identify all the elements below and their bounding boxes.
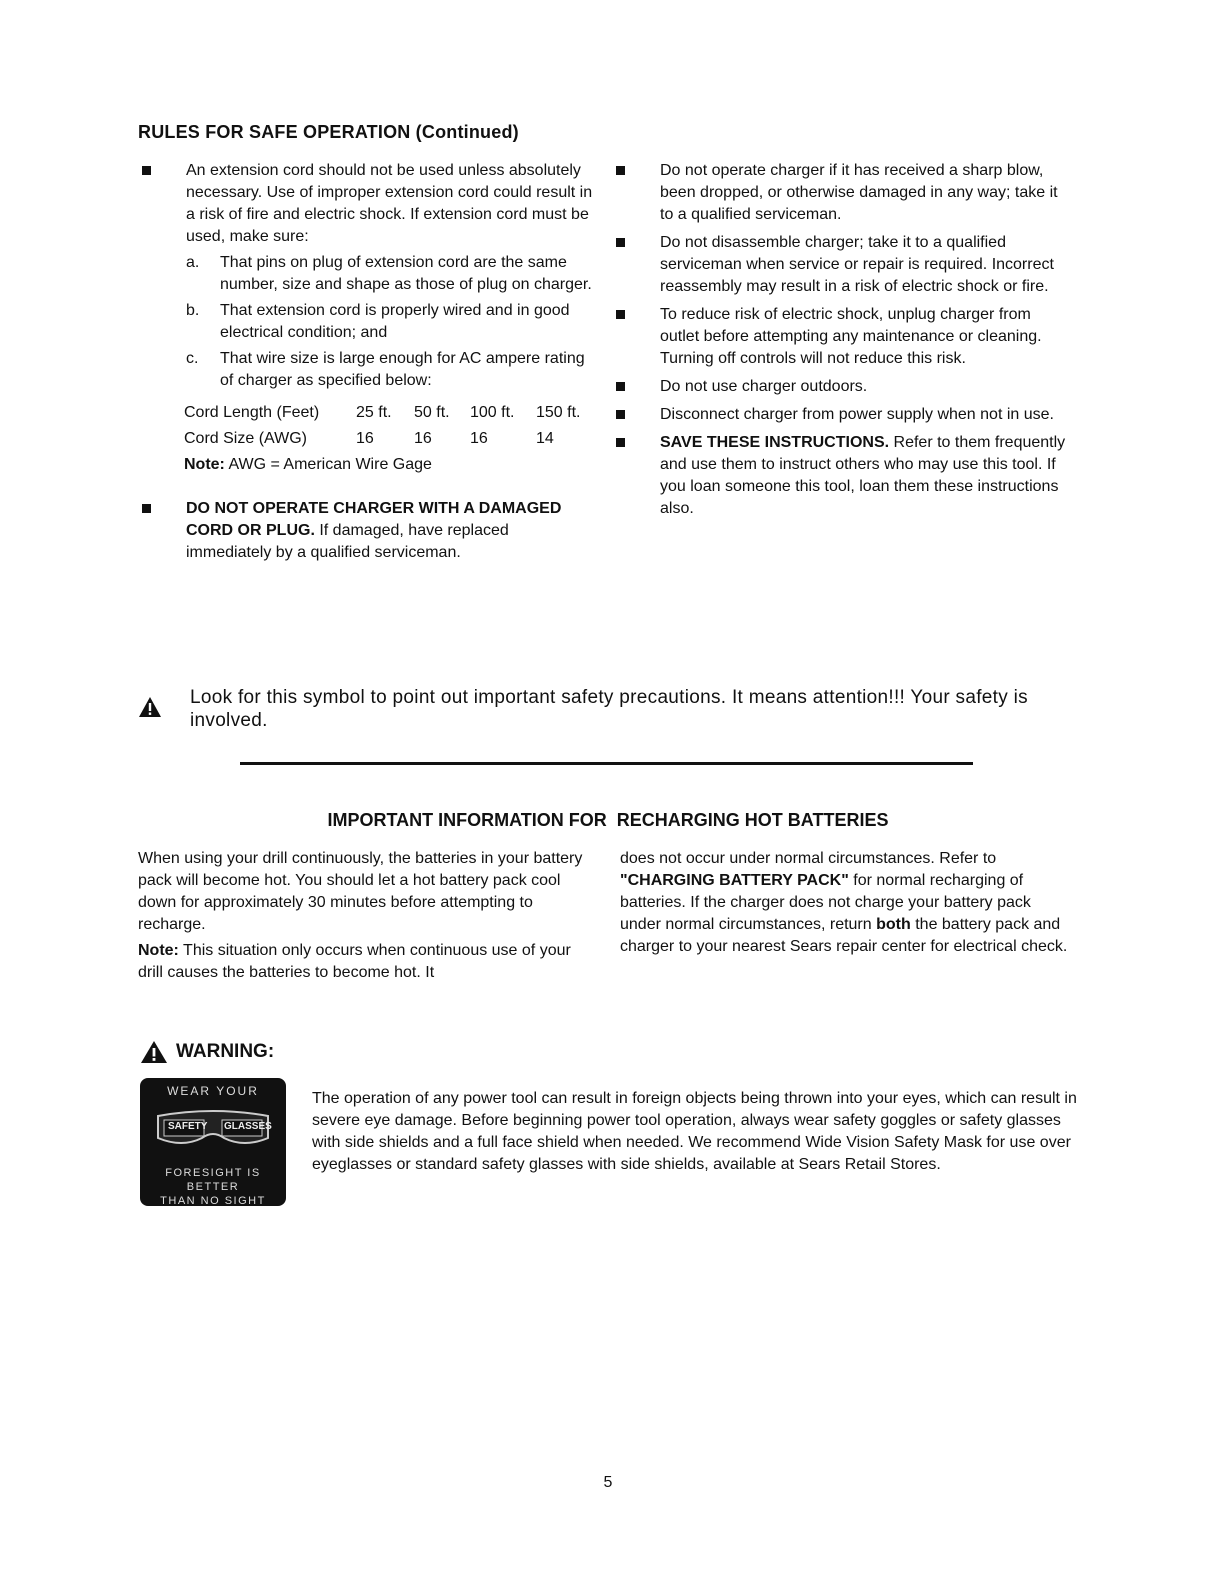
bullet-text: An extension cord should not be used unless absolutely necessary. Use of improper extension cord could result in a risk of fire and electric shock. If extension cord must be used, make sure: (186, 162, 593, 245)
both-emphasis: both (876, 916, 911, 933)
goggles-slogan-line1: FORESIGHT IS BETTER (165, 1167, 261, 1193)
sub-item-b (186, 300, 598, 344)
note-text: This situation only occurs when continuous use of your drill causes the batteries to become hot. It (138, 942, 571, 981)
goggles-safety-text: SAFETY (168, 1121, 208, 1132)
left-column (138, 160, 598, 570)
list-item (138, 498, 598, 564)
goggles-glasses-text: GLASSES (224, 1121, 272, 1132)
warning-body: The operation of any power tool can result in foreign objects being thrown into your eyes, which can result in severe eye damage. Before beginning power tool operation, always wear safety goggles or safety glasses with side shields and a full face shield when needed. We recommend Wide Vision Safety Mask for use over eyeglasses or standard safety glasses with side shields, available at Sears Retail Stores. (312, 1090, 1077, 1173)
awg-note (184, 454, 598, 476)
bullet-icon (142, 504, 151, 513)
sub-item-label: c. (186, 350, 199, 367)
attention-text: Look for this symbol to point out important safety precautions. It means attention!!! Your safety is involved. (190, 687, 1028, 731)
section-heading: RULES FOR SAFE OPERATION (Continued) (138, 122, 519, 142)
sub-item-text: That pins on plug of extension cord are the same number, size and shape as those of plug on charger. (220, 254, 592, 293)
note-label: Note: (138, 942, 179, 959)
table-cell: 16 (470, 430, 488, 447)
attention-notice (138, 686, 1078, 732)
paragraph: When using your drill continuously, the batteries in your battery pack will become hot. You should let a hot battery pack cool down for approximately 30 minutes before attempting to recharge. (138, 850, 583, 933)
table-cell: 14 (536, 430, 554, 447)
warning-title (140, 1040, 274, 1064)
list-item (612, 160, 1072, 226)
table-cell: 25 ft. (356, 404, 392, 421)
list-item (612, 404, 1072, 426)
right-column (612, 160, 1072, 526)
goggles-slogan-line2: THAN NO SIGHT (160, 1195, 266, 1206)
text-part: does not occur under normal circumstances. Refer to (620, 850, 997, 867)
bullet-icon (616, 382, 625, 391)
table-cell: 16 (356, 430, 374, 447)
sub-item-a (186, 252, 598, 296)
table-cell: Cord Size (AWG) (184, 430, 307, 447)
bullet-text: Disconnect charger from power supply when not in use. (660, 406, 1054, 423)
goggles-top-text: WEAR YOUR (167, 1084, 259, 1098)
bullet-icon (142, 166, 151, 175)
bullet-text: To reduce risk of electric shock, unplug charger from outlet before attempting any maintenance or cleaning. Turning off controls will not reduce this risk. (660, 306, 1042, 367)
divider (240, 762, 973, 765)
sub-item-label: a. (186, 254, 200, 271)
list-item (612, 376, 1072, 398)
note-label: Note: (184, 456, 225, 473)
bullet-icon (616, 238, 625, 247)
text-part: for normal recharging of batteries. If the charger does not charge your battery pack under normal circumstances, return (620, 872, 1031, 933)
warning-triangle-icon (138, 696, 162, 718)
charging-battery-pack-ref: "CHARGING BATTERY PACK" (620, 872, 849, 889)
goggles-icon (154, 1108, 272, 1150)
bullet-icon (616, 310, 625, 319)
warning-label: WARNING: (176, 1041, 275, 1062)
sub-item-c (186, 348, 598, 392)
recharging-right-text (620, 848, 1070, 962)
bullet-text: Do not disassemble charger; take it to a qualified serviceman when service or repair is required. Incorrect reassembly may result in a risk of electric shock or fire. (660, 234, 1054, 295)
cord-size-row (184, 428, 598, 450)
cord-table (184, 402, 598, 476)
sub-item-label: b. (186, 302, 200, 319)
recharging-heading: IMPORTANT INFORMATION FOR RECHARGING HOT BATTERIES (327, 810, 889, 830)
table-cell: Cord Length (Feet) (184, 404, 320, 421)
bullet-text: If damaged, have replaced immediately by a qualified serviceman. (186, 522, 509, 561)
goggles-bottom-text (140, 1166, 286, 1206)
table-cell: 100 ft. (470, 404, 515, 421)
list-item (612, 304, 1072, 370)
bullet-bold-text: SAVE THESE INSTRUCTIONS. (660, 434, 890, 451)
bullet-icon (616, 166, 625, 175)
recharging-left-text (138, 848, 588, 988)
note-text: AWG = American Wire Gage (228, 456, 432, 473)
list-item (138, 160, 598, 392)
page-number: 5 (603, 1474, 613, 1491)
paragraph (620, 848, 1070, 958)
warning-triangle-icon (140, 1040, 168, 1064)
safety-goggles-logo (140, 1078, 286, 1206)
bullet-icon (616, 438, 625, 447)
bullet-bold-text: DO NOT OPERATE CHARGER WITH A DAMAGED CORD OR PLUG. (186, 500, 562, 539)
sub-item-text: That extension cord is properly wired and in good electrical condition; and (220, 302, 570, 341)
sub-item-text: That wire size is large enough for AC ampere rating of charger as specified below: (220, 350, 585, 389)
bullet-text: Do not use charger outdoors. (660, 378, 868, 395)
cord-length-row (184, 402, 598, 424)
text-part: the battery pack and charger to your nearest Sears repair center for electrical check. (620, 916, 1068, 955)
bullet-text: Refer to them frequently and use them to instruct others who may use this tool. If you loan someone this tool, loan them these instructions also. (660, 434, 1066, 517)
table-cell: 16 (414, 430, 432, 447)
list-item (612, 432, 1072, 520)
note-paragraph (138, 940, 588, 984)
bullet-text: Do not operate charger if it has received a sharp blow, been dropped, or otherwise damaged in any way; take it to a qualified serviceman. (660, 162, 1058, 223)
table-cell: 50 ft. (414, 404, 450, 421)
bullet-icon (616, 410, 625, 419)
table-cell: 150 ft. (536, 404, 581, 421)
list-item (612, 232, 1072, 298)
